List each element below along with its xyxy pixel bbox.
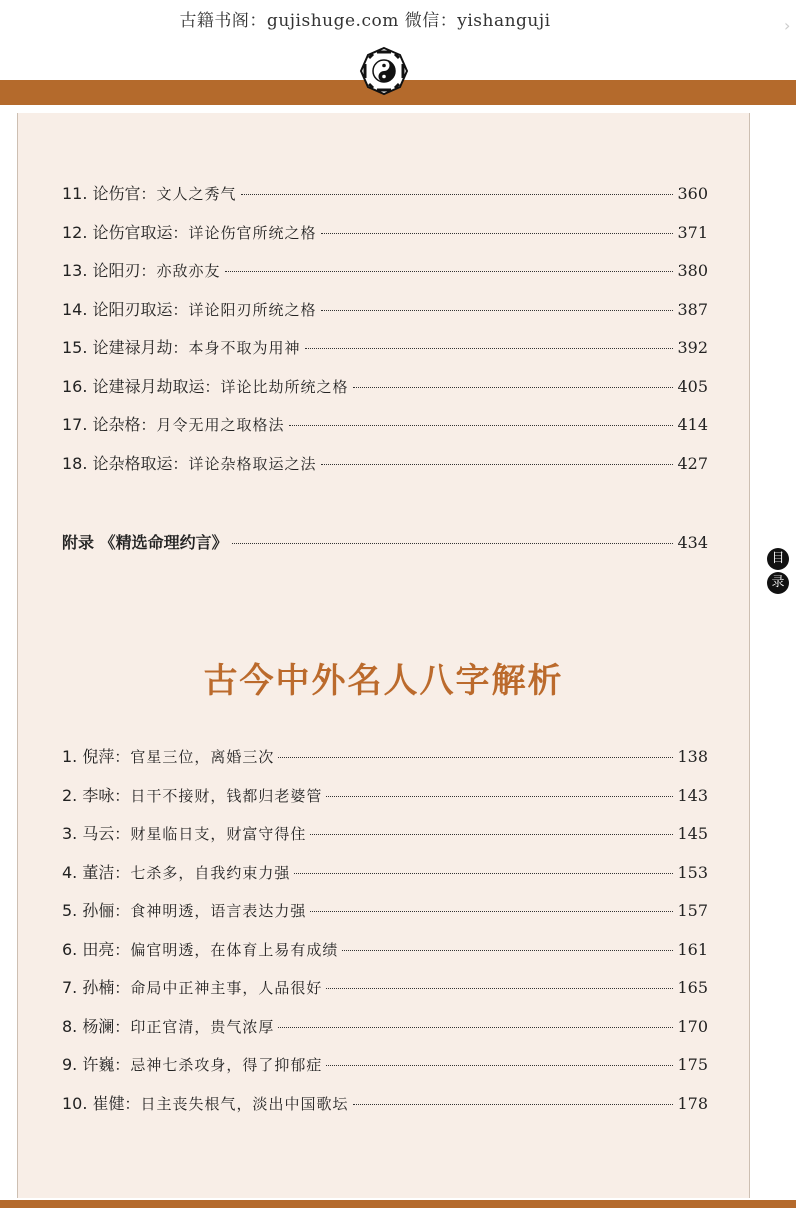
toc-entry-page: 143 [677,785,708,805]
toc-leader-dots [321,464,674,465]
toc-entry-subtitle: ：日主丧失根气，淡出中国歌坛 [124,1094,349,1113]
toc-entry-page: 392 [677,338,708,357]
toc-entry-title: 13. 论阳刃 [62,261,141,280]
toc-entry[interactable] [62,783,708,822]
toc-leader-dots [278,757,673,758]
toc-entry[interactable] [62,220,708,259]
toc-leader-dots [305,348,674,349]
toc-entry-page: 145 [677,824,708,843]
toc-leader-dots [310,911,673,912]
toc-entry-subtitle: ：日干不接财，钱都归老婆管 [114,786,323,805]
side-tab-mu[interactable]: 目 [767,548,789,570]
toc-entry-subtitle: ：本身不取为用神 [172,339,301,357]
toc-leader-dots [342,950,673,951]
toc-entry-title: 8. 杨澜 [62,1016,115,1036]
toc-leader-dots [225,271,674,272]
toc-leader-dots [353,1104,674,1105]
toc-entry-page: 371 [677,222,708,242]
toc-leader-dots [310,834,673,835]
toc-leader-dots [353,387,674,388]
toc-entry-page: 427 [677,453,708,473]
toc-entry-title: 17. 论杂格 [62,415,141,434]
toc-entry-title: 1. 倪萍 [62,747,115,766]
toc-entry[interactable] [62,451,708,490]
toc-entry-title: 3. 马云 [62,824,115,843]
toc-entry-page: 161 [677,939,708,959]
toc-entry[interactable] [62,975,708,1014]
toc-entry[interactable] [62,258,708,297]
toc-entry[interactable] [62,335,708,374]
watermark-text: 古籍书阁：gujishuge.com 微信：yishanguji [179,11,551,31]
toc-leader-dots [294,873,673,874]
toc-entry-page: 405 [677,376,708,396]
toc-leader-dots [326,988,673,989]
toc-entry[interactable] [62,297,708,336]
toc-entry[interactable] [62,1014,708,1053]
toc-entry-title: 12. 论伤官取运 [62,222,173,242]
toc-entry-title: 2. 李咏 [62,785,115,805]
toc-entry[interactable] [62,860,708,899]
toc-leader-dots [241,194,674,195]
toc-entry-subtitle: ：命局中正神主事，人品很好 [114,979,323,997]
toc-leader-dots [326,796,673,797]
toc-entry-subtitle: ：七杀多，自我约束力强 [114,863,291,882]
toc-leader-dots [232,543,674,544]
appendix-title: 附录 《精选命理约言》 [62,533,228,552]
toc-entry-subtitle: ：详论杂格取运之法 [172,454,317,473]
toc-upper-list [62,181,708,489]
toc-entry-subtitle: ：印正官清，贵气浓厚 [114,1017,275,1036]
toc-entry-title: 10. 崔健 [62,1093,125,1113]
toc-entry-title: 6. 田亮 [62,939,115,959]
corner-chevron-icon: › [784,16,791,35]
toc-entry-page: 387 [677,299,708,319]
toc-entry[interactable] [62,1091,708,1130]
toc-entry-subtitle: ：偏官明透，在体育上易有成绩 [114,940,339,959]
toc-entry-subtitle: ：官星三位，离婚三次 [114,748,275,766]
toc-leader-dots [289,425,674,426]
appendix-page: 434 [677,533,708,552]
toc-entry-page: 157 [677,901,708,920]
toc-lower-list [62,744,708,1129]
section-heading: 古今中外名人八字解析 [203,661,564,701]
toc-entry-subtitle: ：忌神七杀攻身，得了抑郁症 [114,1056,323,1074]
toc-entry[interactable] [62,412,708,451]
toc-entry-page: 360 [677,184,708,203]
toc-entry-page: 414 [677,415,708,434]
side-tab-lu[interactable]: 录 [767,572,789,594]
toc-entry[interactable] [62,937,708,976]
toc-entry[interactable] [62,898,708,937]
toc-entry[interactable] [62,821,708,860]
toc-entry-title: 7. 孙楠 [62,978,115,997]
toc-entry-subtitle: ：食神明透，语言表达力强 [114,902,307,920]
toc-entry[interactable] [62,374,708,413]
toc-entry-subtitle: ：文人之秀气 [140,185,237,203]
toc-entry-subtitle: ：详论阳刃所统之格 [172,300,317,319]
toc-entry-page: 178 [677,1093,708,1113]
toc-entry-title: 4. 董洁 [62,862,115,882]
book-page [17,113,750,1198]
toc-entry-title: 18. 论杂格取运 [62,453,173,473]
toc-entry[interactable] [62,1052,708,1091]
toc-entry-subtitle: ：亦敌亦友 [140,262,221,280]
toc-entry-page: 138 [677,747,708,766]
toc-entry-title: 11. 论伤官 [62,184,141,203]
toc-entry-title: 15. 论建禄月劫 [62,338,173,357]
toc-entry-subtitle: ：详论伤官所统之格 [172,223,317,242]
toc-entry-title: 9. 许巍 [62,1055,115,1074]
toc-appendix-entry[interactable] [62,530,708,553]
toc-leader-dots [326,1065,673,1066]
toc-entry-subtitle: ：详论比劫所统之格 [204,377,349,396]
bottom-decorative-band [0,1200,796,1208]
toc-entry-page: 170 [677,1016,708,1036]
toc-entry[interactable] [62,181,708,220]
toc-entry[interactable] [62,744,708,783]
toc-entry-subtitle: ：财星临日支，财富守得住 [114,825,307,843]
toc-leader-dots [321,233,674,234]
toc-entry-title: 16. 论建禄月劫取运 [62,376,205,396]
toc-entry-title: 14. 论阳刃取运 [62,299,173,319]
toc-entry-page: 175 [677,1055,708,1074]
toc-entry-subtitle: ：月令无用之取格法 [140,416,285,434]
toc-entry-page: 165 [677,978,708,997]
toc-leader-dots [321,310,674,311]
toc-leader-dots [278,1027,673,1028]
toc-entry-page: 153 [677,862,708,882]
toc-entry-title: 5. 孙俪 [62,901,115,920]
bagua-yin-yang-icon [359,46,409,96]
toc-entry-page: 380 [677,261,708,280]
